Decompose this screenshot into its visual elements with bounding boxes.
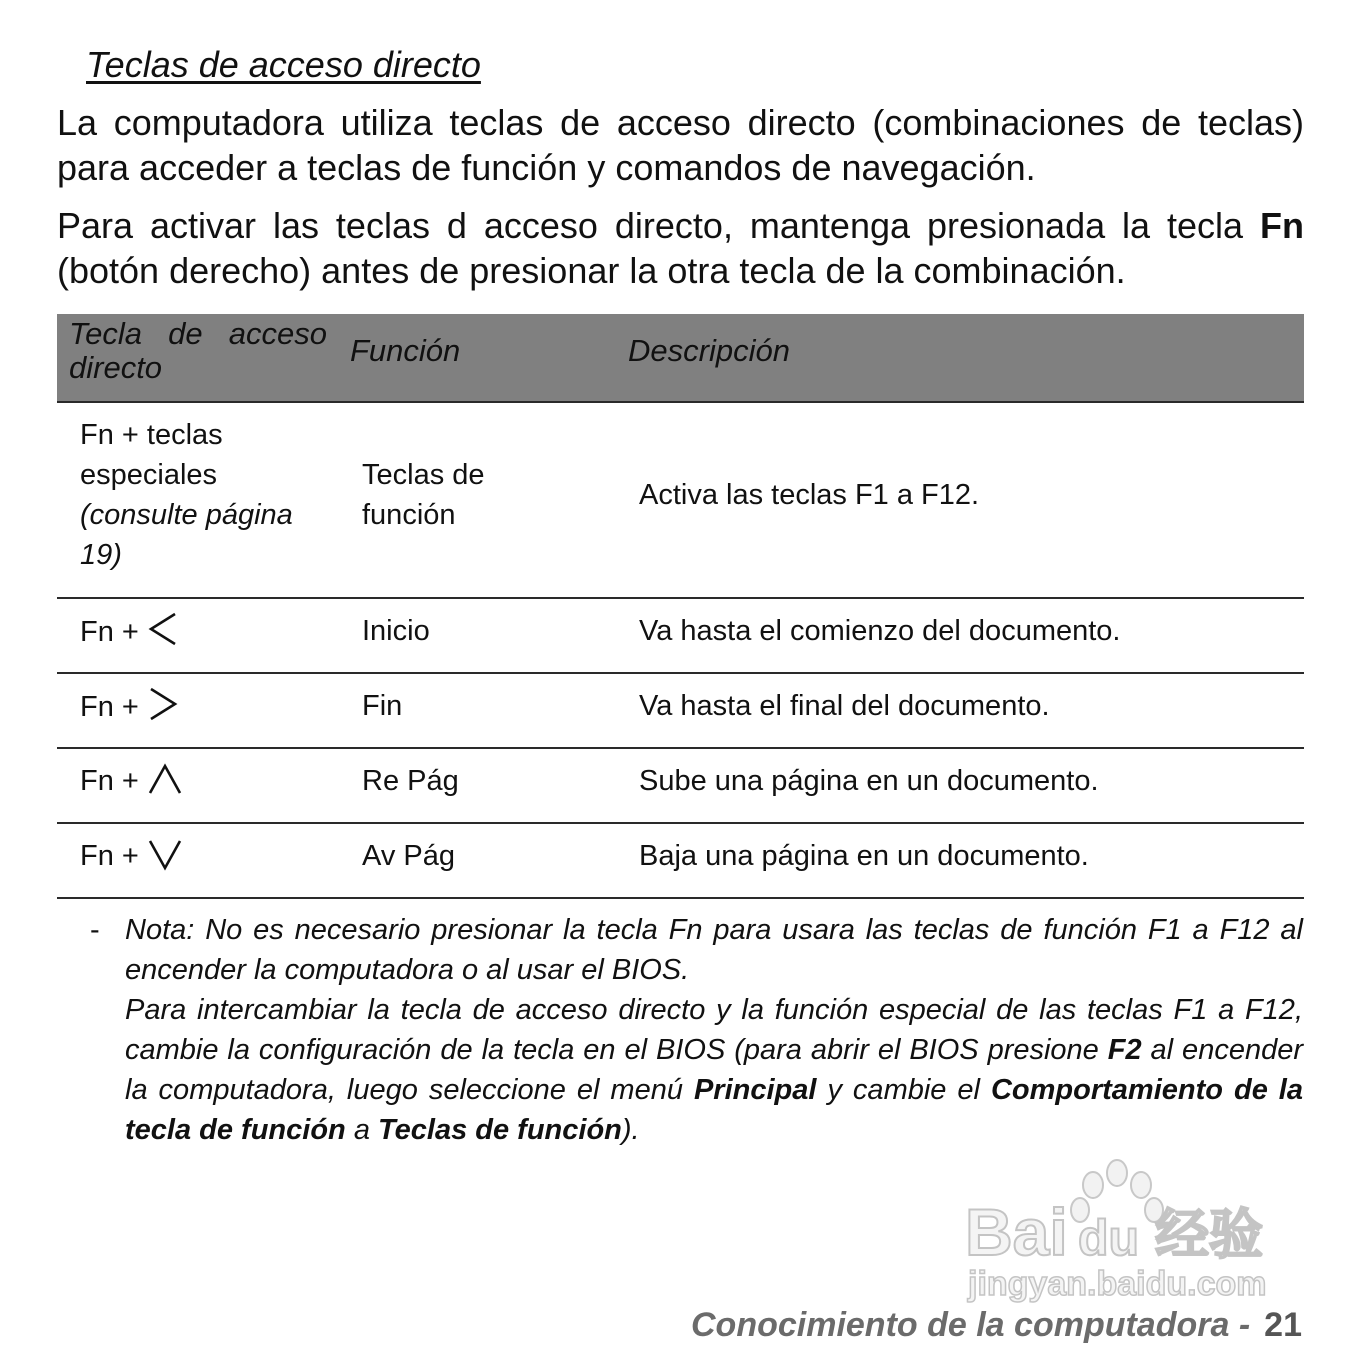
hotkey-cell	[80, 836, 183, 882]
hotkey-cell	[80, 415, 320, 575]
header-hotkey: Tecla de acceso directo	[69, 316, 327, 385]
hotkey-cell	[80, 611, 179, 658]
watermark-brand-du: du	[1078, 1210, 1140, 1266]
table-row	[57, 403, 1304, 599]
arrow-right-icon	[147, 686, 179, 733]
hotkey-text: Fn +	[80, 765, 139, 797]
intro-paragraph: La computadora utiliza teclas de acceso directo (combinaciones de teclas) para acceder a teclas de función y comandos de navegación.	[57, 102, 1304, 188]
note-bold-f2: F2	[1107, 1034, 1142, 1066]
function-cell: Re Pág	[362, 765, 459, 797]
header-function: Función	[350, 333, 461, 368]
watermark-brand: Bai	[965, 1195, 1068, 1269]
note-text: al encender la computadora, luego seleccione el menú	[125, 1034, 1303, 1106]
table-row	[57, 599, 1304, 674]
hotkey-text: Fn +	[80, 840, 139, 872]
hotkey-text: Fn +	[80, 616, 139, 648]
table-row	[57, 674, 1304, 749]
activation-text-b: (botón derecho) antes de presionar la otra tecla de la combinación.	[57, 250, 1126, 291]
note-text: Para intercambiar la tecla de acceso directo y la función especial de las teclas F1 a F12, cambie la configuración de la tecla en el BIOS (para abrir el BIOS presione	[125, 994, 1303, 1066]
note-text: ).	[621, 1114, 640, 1146]
footer-title: Conocimiento de la computadora -	[691, 1306, 1251, 1344]
header-description: Descripción	[628, 333, 790, 368]
note-bullet: -	[90, 914, 100, 946]
note-bold-principal: Principal	[693, 1074, 817, 1106]
page-footer	[691, 1306, 1302, 1345]
hotkey-text: Fn + teclas especiales	[80, 419, 223, 491]
fn-key-label: Fn	[1260, 205, 1304, 246]
hotkey-table	[57, 314, 1304, 899]
arrow-down-icon	[147, 837, 183, 882]
hotkey-cell	[80, 686, 179, 733]
function-cell: Fin	[362, 690, 403, 722]
note-paragraph	[125, 910, 1303, 1150]
note-text: a	[345, 1114, 379, 1146]
watermark-cn: 经验	[1155, 1205, 1263, 1265]
arrow-left-icon	[147, 611, 179, 658]
arrow-up-icon	[147, 762, 183, 807]
baidu-watermark-logo	[960, 1155, 1290, 1305]
note-bold-behavior: Comportamiento de la tecla de función	[125, 1074, 1303, 1146]
note-text: y cambie el	[816, 1074, 991, 1106]
baidu-watermark	[960, 1155, 1290, 1310]
section-heading: Teclas de acceso directo	[86, 44, 481, 85]
table-row	[57, 749, 1304, 824]
function-cell: Teclas de función	[362, 459, 485, 531]
note-line-1: Nota: No es necesario presionar la tecla Fn para usara las teclas de función F1 a F12 al encender la computadora o al usar el BIOS.	[125, 914, 1303, 986]
hotkey-cell	[80, 761, 183, 807]
description-cell: Activa las teclas F1 a F12.	[639, 479, 980, 511]
table-header	[57, 314, 1304, 403]
hotkey-note: (consulte página 19)	[80, 499, 293, 571]
watermark-url: jingyan.baidu.com	[968, 1265, 1267, 1303]
description-cell: Baja una página en un documento.	[639, 840, 1089, 872]
description-cell: Va hasta el comienzo del documento.	[639, 615, 1121, 647]
hotkey-text: Fn +	[80, 691, 139, 723]
activation-paragraph	[57, 203, 1304, 293]
activation-text-a: Para activar las teclas d acceso directo, mantenga presionada la tecla	[57, 205, 1261, 246]
note-bold-function-keys: Teclas de función	[378, 1114, 622, 1146]
page-number: 21	[1264, 1306, 1302, 1344]
function-cell: Inicio	[362, 615, 430, 647]
description-cell: Sube una página en un documento.	[639, 765, 1099, 797]
table-row	[57, 824, 1304, 899]
description-cell: Va hasta el final del documento.	[639, 690, 1050, 722]
function-cell: Av Pág	[362, 840, 455, 872]
